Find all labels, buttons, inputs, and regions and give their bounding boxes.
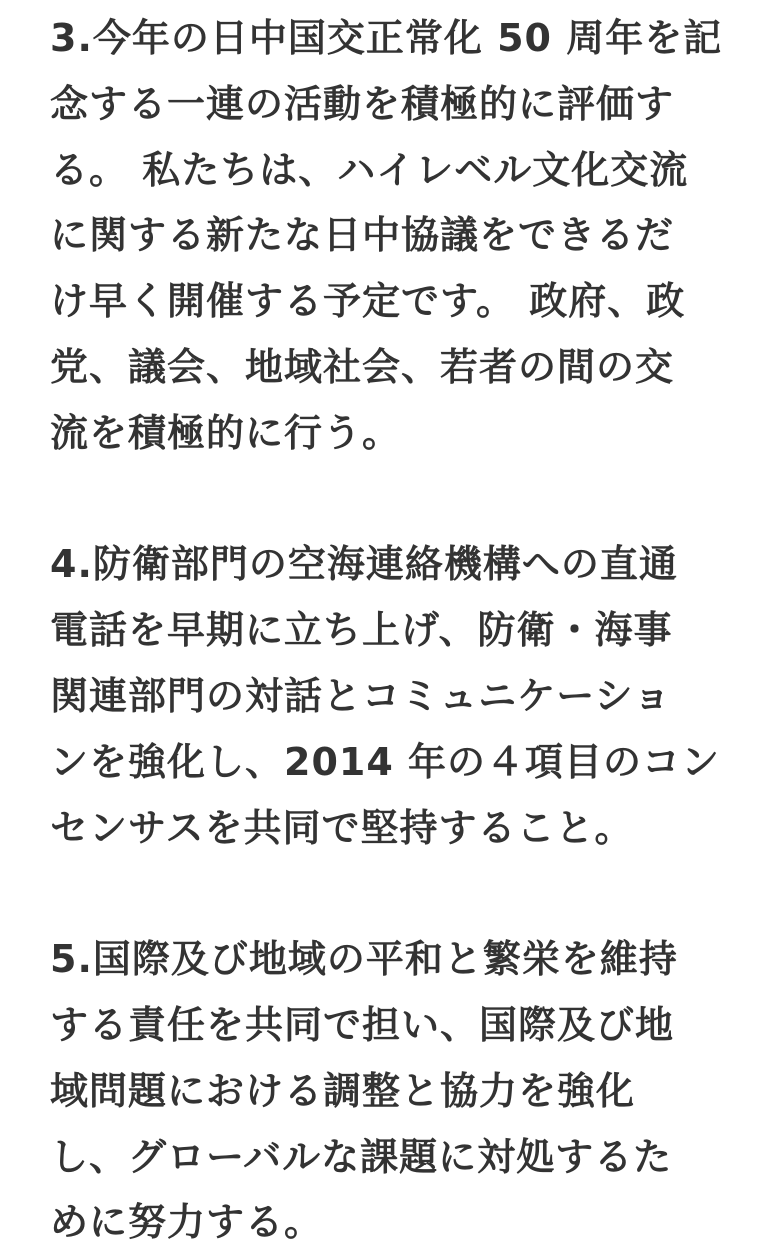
text-line: 党、議会、地域社会、若者の間の交 bbox=[50, 344, 675, 389]
text-line: ンを強化し、2014 年の４項目のコン bbox=[50, 739, 720, 784]
text-line: 4.防衛部門の空海連絡機構への直通 bbox=[50, 542, 678, 587]
text-line: け早く開催する予定です。 政府、政 bbox=[50, 279, 686, 324]
paragraph-item-5 bbox=[50, 927, 750, 1256]
text-line: 域問題における調整と協力を強化 bbox=[50, 1068, 636, 1113]
text-line: めに努力する。 bbox=[50, 1200, 324, 1245]
text-line: 電話を早期に立ち上げ、防衛・海事 bbox=[50, 608, 673, 653]
paragraph-item-4 bbox=[50, 532, 750, 861]
document-body bbox=[50, 6, 750, 1256]
text-line: る。 私たちは、ハイレベル文化交流 bbox=[50, 147, 689, 192]
text-line: 5.国際及び地域の平和と繁栄を維持 bbox=[50, 937, 678, 982]
text-line: に関する新たな日中協議をできるだ bbox=[50, 213, 675, 258]
text-line: し、グローバルな課題に対処するた bbox=[50, 1134, 673, 1179]
text-line: 関連部門の対話とコミュニケーショ bbox=[50, 673, 672, 718]
text-line: する責任を共同で担い、国際及び地 bbox=[50, 1002, 675, 1047]
paragraph-item-3 bbox=[50, 6, 750, 467]
text-line: 3.今年の日中国交正常化 50 周年を記 bbox=[50, 16, 723, 60]
text-line: 流を積極的に行う。 bbox=[50, 410, 402, 455]
text-line: センサスを共同で堅持すること。 bbox=[50, 805, 634, 850]
text-line: 念する一連の活動を積極的に評価す bbox=[50, 81, 675, 126]
